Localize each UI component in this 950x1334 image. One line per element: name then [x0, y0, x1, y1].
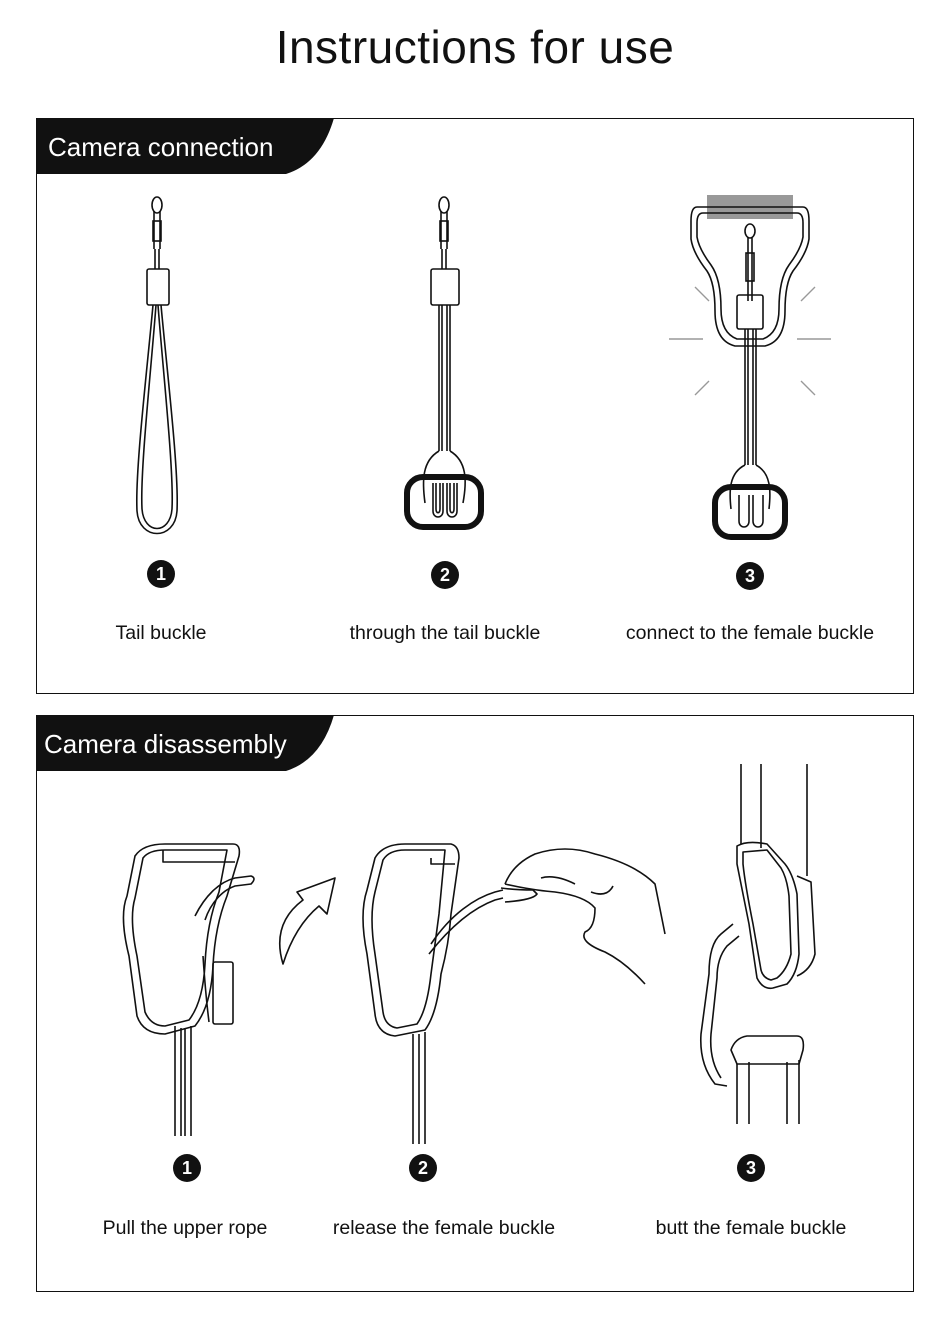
step-caption-1: Tail buckle: [115, 622, 207, 644]
step-number-2: 2: [273, 1154, 573, 1182]
release-buckle-illustration: [355, 834, 665, 1134]
arrow-icon: [273, 874, 339, 970]
step-number-2: 2: [295, 561, 595, 589]
step-caption-3: butt the female buckle: [655, 1217, 847, 1239]
through-tail-buckle-illustration: [397, 191, 497, 541]
step-number-1: 1: [11, 560, 311, 588]
step-caption-3: connect to the female buckle: [625, 622, 875, 644]
step-caption-2: release the female buckle: [332, 1217, 556, 1239]
page-title: Instructions for use: [275, 21, 675, 73]
step-caption-2: through the tail buckle: [349, 622, 541, 644]
section-heading: Camera disassembly: [44, 729, 287, 759]
female-buckle-connection-illustration: [665, 191, 845, 541]
tail-buckle-illustration: [127, 191, 187, 551]
step-caption-1: Pull the upper rope: [102, 1217, 268, 1239]
section-camera-disassembly: [36, 715, 914, 1292]
section-heading: Camera connection: [48, 132, 274, 162]
section-camera-connection: [36, 118, 914, 694]
butt-buckle-illustration: [687, 764, 827, 1130]
step-number-1: 1: [37, 1154, 337, 1182]
step-number-3: 3: [601, 1154, 901, 1182]
step-number-3: 3: [600, 562, 900, 590]
